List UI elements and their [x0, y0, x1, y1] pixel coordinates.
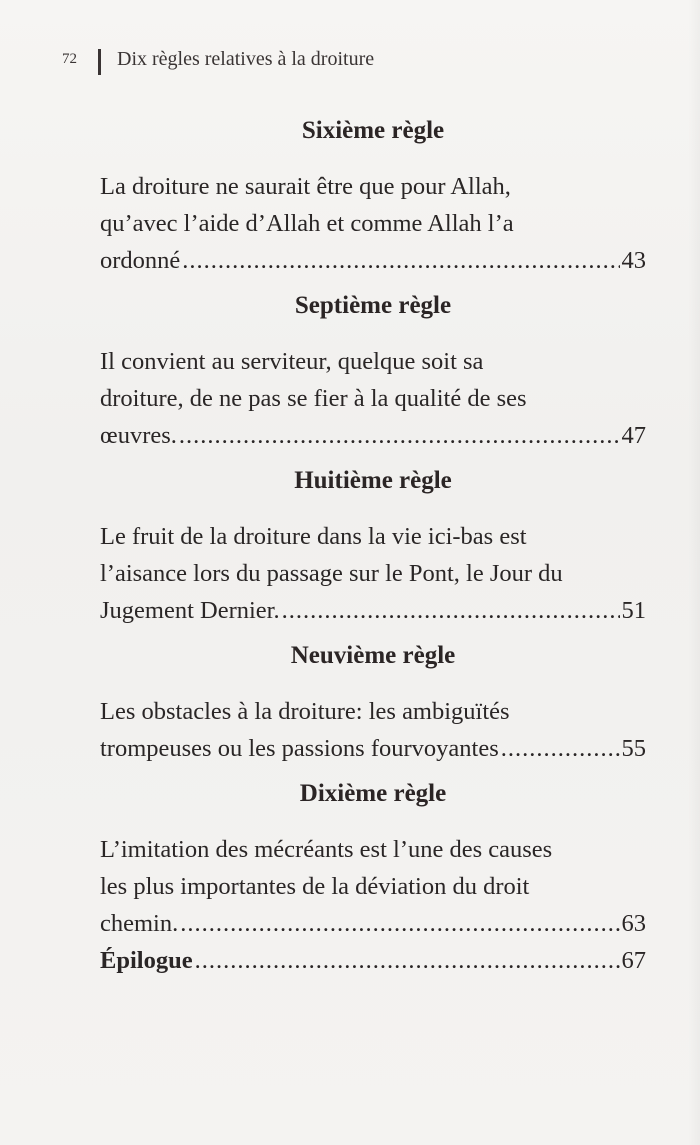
section-title: Dixième règle [299, 780, 447, 807]
entry-leader-line [100, 592, 646, 629]
entry-text: Le fruit de la droiture dans la vie ici-bas est [100, 523, 527, 550]
section-title: Huitième règle [294, 467, 452, 494]
entry-page-number: 43 [621, 247, 646, 274]
entry-page-number: 55 [621, 735, 646, 762]
entry-text: œuvres. [100, 422, 177, 449]
entry-text: Il convient au serviteur, quelque soit sa [100, 348, 484, 375]
dot-leader [180, 905, 619, 942]
page-number: 72 [62, 50, 77, 67]
entry-page-number: 63 [621, 910, 646, 937]
section-title: Sixième règle [301, 117, 445, 144]
entry-page-number: 51 [621, 597, 646, 624]
toc-entry[interactable] [100, 693, 646, 767]
table-of-contents [100, 116, 646, 991]
entry-text: trompeuses ou les passions fourvoyantes [100, 735, 499, 762]
epilogue-title: Épilogue [100, 947, 193, 974]
dot-leader [195, 942, 620, 979]
entry-text: les plus importantes de la déviation du droit [100, 873, 530, 900]
entry-page-number: 67 [621, 947, 646, 974]
toc-entry[interactable] [100, 831, 646, 942]
header-divider [98, 49, 101, 75]
entry-text: Jugement Dernier. [100, 597, 280, 624]
section-title: Septième règle [294, 292, 452, 319]
toc-entry[interactable] [100, 343, 646, 454]
toc-entry-epilogue[interactable] [100, 942, 646, 979]
dot-leader [179, 417, 620, 454]
toc-entry[interactable] [100, 168, 646, 279]
dot-leader [282, 592, 620, 629]
toc-entry[interactable] [100, 518, 646, 629]
entry-leader-line [100, 730, 646, 767]
section-title: Neuvième règle [290, 642, 456, 669]
entry-text: Les obstacles à la droiture: les ambiguïtés [100, 698, 510, 725]
entry-text: ordonné [100, 247, 181, 274]
entry-page-number: 47 [621, 422, 646, 449]
running-title: Dix règles relatives à la droiture [117, 47, 375, 70]
entry-text: L’imitation des mécréants est l’une des causes [100, 836, 553, 863]
page-edge-shadow [688, 0, 700, 1145]
entry-leader-line [100, 242, 646, 279]
entry-leader-line [100, 417, 646, 454]
entry-text: qu’avec l’aide d’Allah et comme Allah l’a [100, 210, 514, 237]
entry-text: La droiture ne saurait être que pour Allah, [100, 173, 511, 200]
running-head [62, 46, 374, 72]
entry-text: chemin. [100, 910, 179, 937]
entry-text: l’aisance lors du passage sur le Pont, le Jour du [100, 560, 563, 587]
entry-text: droiture, de ne pas se fier à la qualité de ses [100, 385, 527, 412]
dot-leader [501, 730, 620, 767]
entry-leader-line [100, 942, 646, 979]
dot-leader [182, 242, 619, 279]
entry-leader-line [100, 905, 646, 942]
